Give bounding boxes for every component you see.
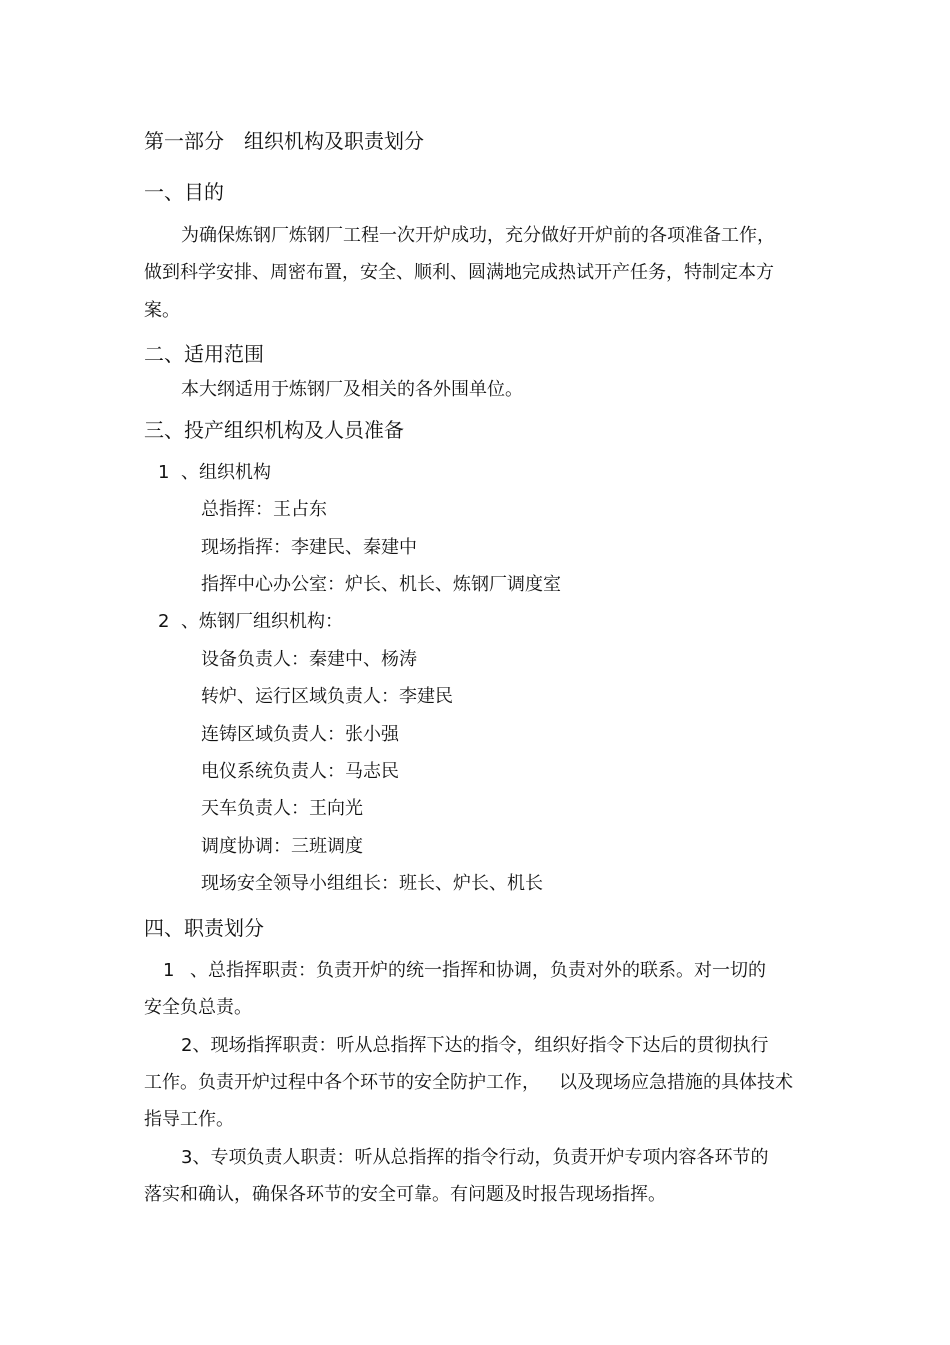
duty2-line1: 2、现场指挥职责：听从总指挥下达的指令，组织好指令下达后的贯彻执行 [181, 1035, 769, 1056]
sub2-number: 2 [158, 611, 170, 632]
sub1-number: 1 [158, 462, 170, 483]
sub2-item: 现场安全领导小组组长：班长、炉长、机长 [201, 873, 543, 894]
sub2-item: 调度协调：三班调度 [201, 836, 363, 857]
section1-para-line3: 案。 [144, 300, 180, 321]
duty1-line1: 、总指挥职责：负责开炉的统一指挥和协调，负责对外的联系。对一切的 [190, 960, 766, 981]
sub1-item: 总指挥：王占东 [201, 499, 327, 520]
duty3-line1: 3、专项负责人职责：听从总指挥的指令行动，负责开炉专项内容各环节的 [181, 1147, 769, 1168]
part-title: 第一部分 组织机构及职责划分 [144, 129, 424, 153]
duty1-number: 1 [163, 960, 175, 981]
sub1-item: 现场指挥：李建民、秦建中 [201, 537, 417, 558]
duty2-line2b: 以及现场应急措施的具体技术 [559, 1072, 793, 1093]
sub2-item: 设备负责人：秦建中、杨涛 [201, 649, 417, 670]
sub2-item: 天车负责人：王向光 [201, 798, 363, 819]
section1-para-line1: 为确保炼钢厂炼钢厂工程一次开炉成功，充分做好开炉前的各项准备工作， [181, 225, 775, 246]
duty2-line2a: 工作。负责开炉过程中各个环节的安全防护工作， [144, 1072, 540, 1093]
duty2-line3: 指导工作。 [144, 1109, 234, 1130]
section2-para: 本大纲适用于炼钢厂及相关的各外围单位。 [181, 379, 523, 400]
duty3-line2: 落实和确认，确保各环节的安全可靠。有问题及时报告现场指挥。 [144, 1184, 666, 1205]
section4-heading: 四、职责划分 [144, 916, 264, 940]
section3-heading: 三、投产组织机构及人员准备 [144, 418, 404, 442]
sub2-item: 转炉、运行区域负责人：李建民 [201, 686, 453, 707]
sub2-item: 电仪系统负责人：马志民 [201, 761, 399, 782]
section2-heading: 二、适用范围 [144, 342, 264, 366]
sub2-title: 、炼钢厂组织机构： [181, 611, 343, 632]
section1-para-line2: 做到科学安排、周密布置，安全、顺利、圆满地完成热试开产任务，特制定本方 [144, 262, 774, 283]
duty1-line2: 安全负总责。 [144, 997, 252, 1018]
sub1-item: 指挥中心办公室：炉长、机长、炼钢厂调度室 [201, 574, 561, 595]
sub2-item: 连铸区域负责人：张小强 [201, 724, 399, 745]
sub1-title: 、组织机构 [181, 462, 271, 483]
section1-heading: 一、目的 [144, 180, 224, 204]
